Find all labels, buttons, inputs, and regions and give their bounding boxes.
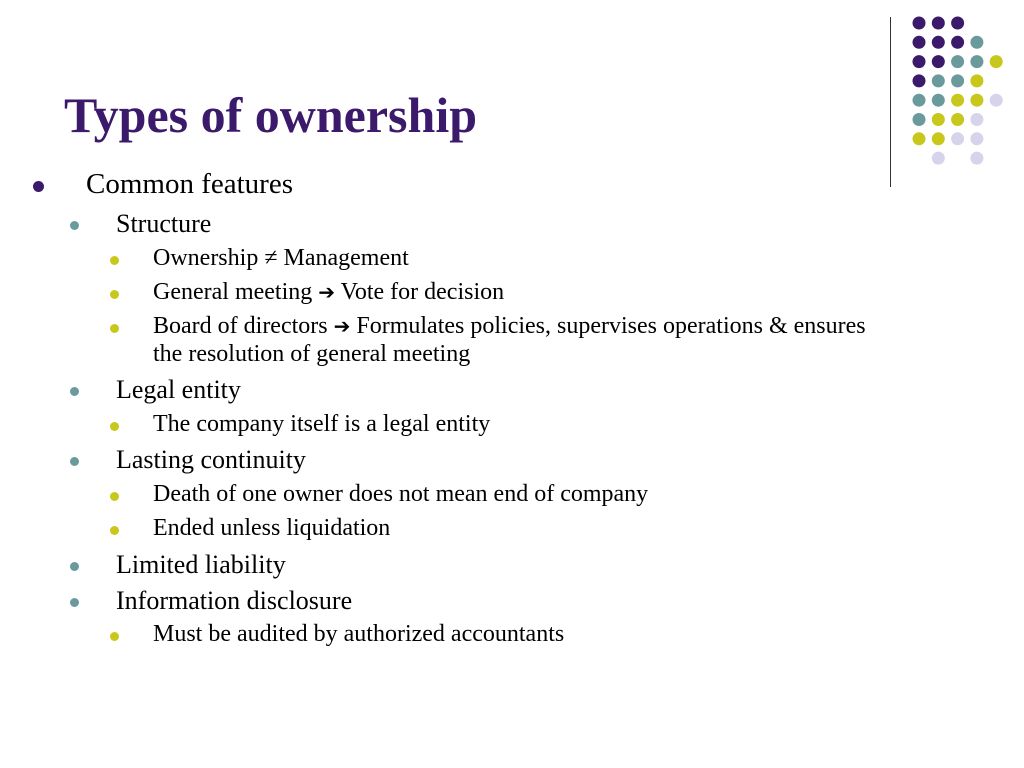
item-board-of-directors xyxy=(153,313,866,340)
bullet-level2 xyxy=(70,387,79,396)
arrow-right-icon: ➔ xyxy=(333,314,351,338)
bullet-level3 xyxy=(110,632,119,641)
board-of-directors-role: Formulates policies, supervises operations & ensures xyxy=(356,313,866,339)
item-ownership-management: Ownership ≠ Management xyxy=(153,245,409,271)
bullet-level3 xyxy=(110,256,119,265)
item-structure: Structure xyxy=(116,209,212,238)
bullet-level3 xyxy=(110,324,119,333)
general-meeting-result: Vote for decision xyxy=(340,279,505,305)
bullet-level1 xyxy=(33,181,44,192)
item-limited-liability: Limited liability xyxy=(116,550,286,579)
item-legal-entity: Legal entity xyxy=(116,375,241,404)
board-of-directors-label: Board of directors xyxy=(153,313,328,339)
item-audited-by-accountants: Must be audited by authorized accountants xyxy=(153,621,565,647)
item-board-of-directors-continued: the resolution of general meeting xyxy=(153,341,471,367)
arrow-right-icon: ➔ xyxy=(318,280,336,304)
bullet-level2 xyxy=(70,221,79,230)
bullet-level3 xyxy=(110,526,119,535)
general-meeting-label: General meeting xyxy=(153,279,313,305)
bullet-level3 xyxy=(110,422,119,431)
bullet-level2 xyxy=(70,457,79,466)
bullet-level2 xyxy=(70,598,79,607)
item-death-of-owner: Death of one owner does not mean end of company xyxy=(153,481,649,507)
slide-title: Types of ownership xyxy=(64,87,478,143)
bullet-level3 xyxy=(110,290,119,299)
heading-common-features: Common features xyxy=(86,168,293,200)
item-lasting-continuity: Lasting continuity xyxy=(116,445,306,474)
item-general-meeting xyxy=(153,279,504,306)
item-ended-unless-liquidation: Ended unless liquidation xyxy=(153,515,391,541)
bullet-level2 xyxy=(70,562,79,571)
bullet-level3 xyxy=(110,492,119,501)
item-information-disclosure: Information disclosure xyxy=(116,586,353,615)
item-company-legal-entity: The company itself is a legal entity xyxy=(153,411,491,437)
